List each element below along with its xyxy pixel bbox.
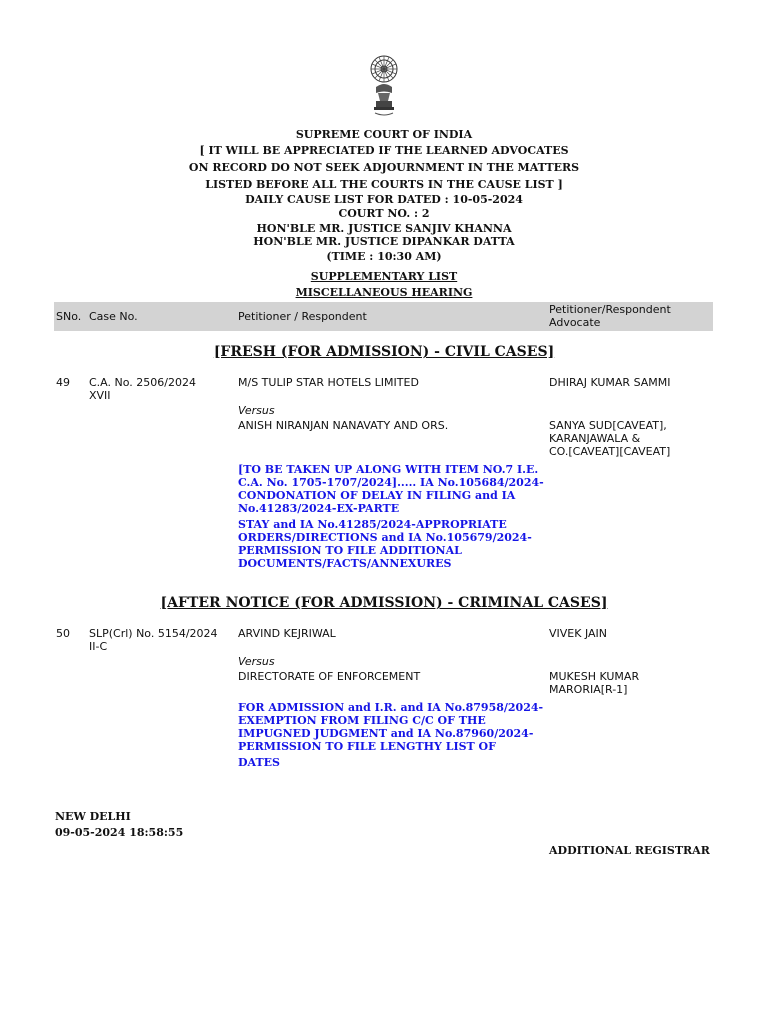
court-name: SUPREME COURT OF INDIA	[295, 128, 473, 141]
section-title: [AFTER NOTICE (FOR ADMISSION) - CRIMINAL CASES]	[160, 595, 608, 611]
petitioner-name: ARVIND KEJRIWAL	[238, 627, 336, 640]
petitioner-name: M/S TULIP STAR HOTELS LIMITED	[238, 376, 419, 389]
serial-number: 50	[56, 627, 70, 640]
serial-number: 49	[56, 376, 70, 389]
appeal-line-1: [ IT WILL BE APPRECIATED IF THE LEARNED ADVOCATES	[199, 144, 569, 157]
versus-label: Versus	[238, 655, 275, 668]
col-parties: Petitioner / Respondent	[238, 310, 367, 323]
section-title: [FRESH (FOR ADMISSION) - CIVIL CASES]	[213, 344, 555, 360]
col-case-no: Case No.	[89, 310, 138, 323]
petitioner-advocate: DHIRAJ KUMAR SAMMI	[549, 376, 671, 389]
case-remarks-continued: DATES	[238, 756, 280, 769]
footer-signatory: ADDITIONAL REGISTRAR	[549, 844, 710, 857]
appeal-line-3: LISTED BEFORE ALL THE COURTS IN THE CAUSE LIST ]	[205, 178, 563, 191]
footer-place: NEW DELHI	[55, 810, 131, 823]
col-sno: SNo.	[56, 310, 82, 323]
col-advocate: Petitioner/Respondent Advocate	[549, 303, 671, 329]
footer-datetime: 09-05-2024 18:58:55	[55, 826, 184, 839]
case-number: C.A. No. 2506/2024 XVII	[89, 376, 196, 402]
respondent-advocate: SANYA SUD[CAVEAT], KARANJAWALA & CO.[CAVEAT][CAVEAT]	[549, 419, 671, 458]
case-number: SLP(Crl) No. 5154/2024 II-C	[89, 627, 218, 653]
court-number: COURT NO. : 2	[338, 207, 430, 220]
table-header	[54, 302, 713, 331]
case-remarks: [TO BE TAKEN UP ALONG WITH ITEM NO.7 I.E. C.A. No. 1705-1707/2024]..... IA No.105684/2024- CONDONATION OF DELAY IN FILING and IA No.41283/2024-EX-PARTE	[238, 463, 544, 515]
respondent-name: DIRECTORATE OF ENFORCEMENT	[238, 670, 421, 683]
versus-label: Versus	[238, 404, 275, 417]
court-time: (TIME : 10:30 AM)	[326, 250, 442, 263]
national-emblem-icon	[366, 53, 402, 125]
respondent-advocate: MUKESH KUMAR MARORIA[R-1]	[549, 670, 640, 696]
hearing-type: MISCELLANEOUS HEARING	[295, 286, 473, 299]
respondent-name: ANISH NIRANJAN NANAVATY AND ORS.	[238, 419, 449, 432]
list-type: SUPPLEMENTARY LIST	[310, 270, 458, 283]
case-remarks-continued: STAY and IA No.41285/2024-APPROPRIATE ORDERS/DIRECTIONS and IA No.105679/2024- PERMISSION TO FILE ADDITIONAL DOCUMENTS/FACTS/ANNEXURES	[238, 518, 532, 570]
judge-1: HON'BLE MR. JUSTICE SANJIV KHANNA	[256, 222, 512, 235]
cause-list-date: DAILY CAUSE LIST FOR DATED : 10-05-2024	[245, 193, 523, 206]
judge-2: HON'BLE MR. JUSTICE DIPANKAR DATTA	[253, 235, 515, 248]
appeal-line-2: ON RECORD DO NOT SEEK ADJOURNMENT IN THE MATTERS	[188, 161, 580, 174]
case-remarks: FOR ADMISSION and I.R. and IA No.87958/2024- EXEMPTION FROM FILING C/C OF THE IMPUGNED JUDGMENT and IA No.87960/2024- PERMISSION TO FILE LENGTHY LIST OF	[238, 701, 544, 753]
petitioner-advocate: VIVEK JAIN	[549, 627, 608, 640]
